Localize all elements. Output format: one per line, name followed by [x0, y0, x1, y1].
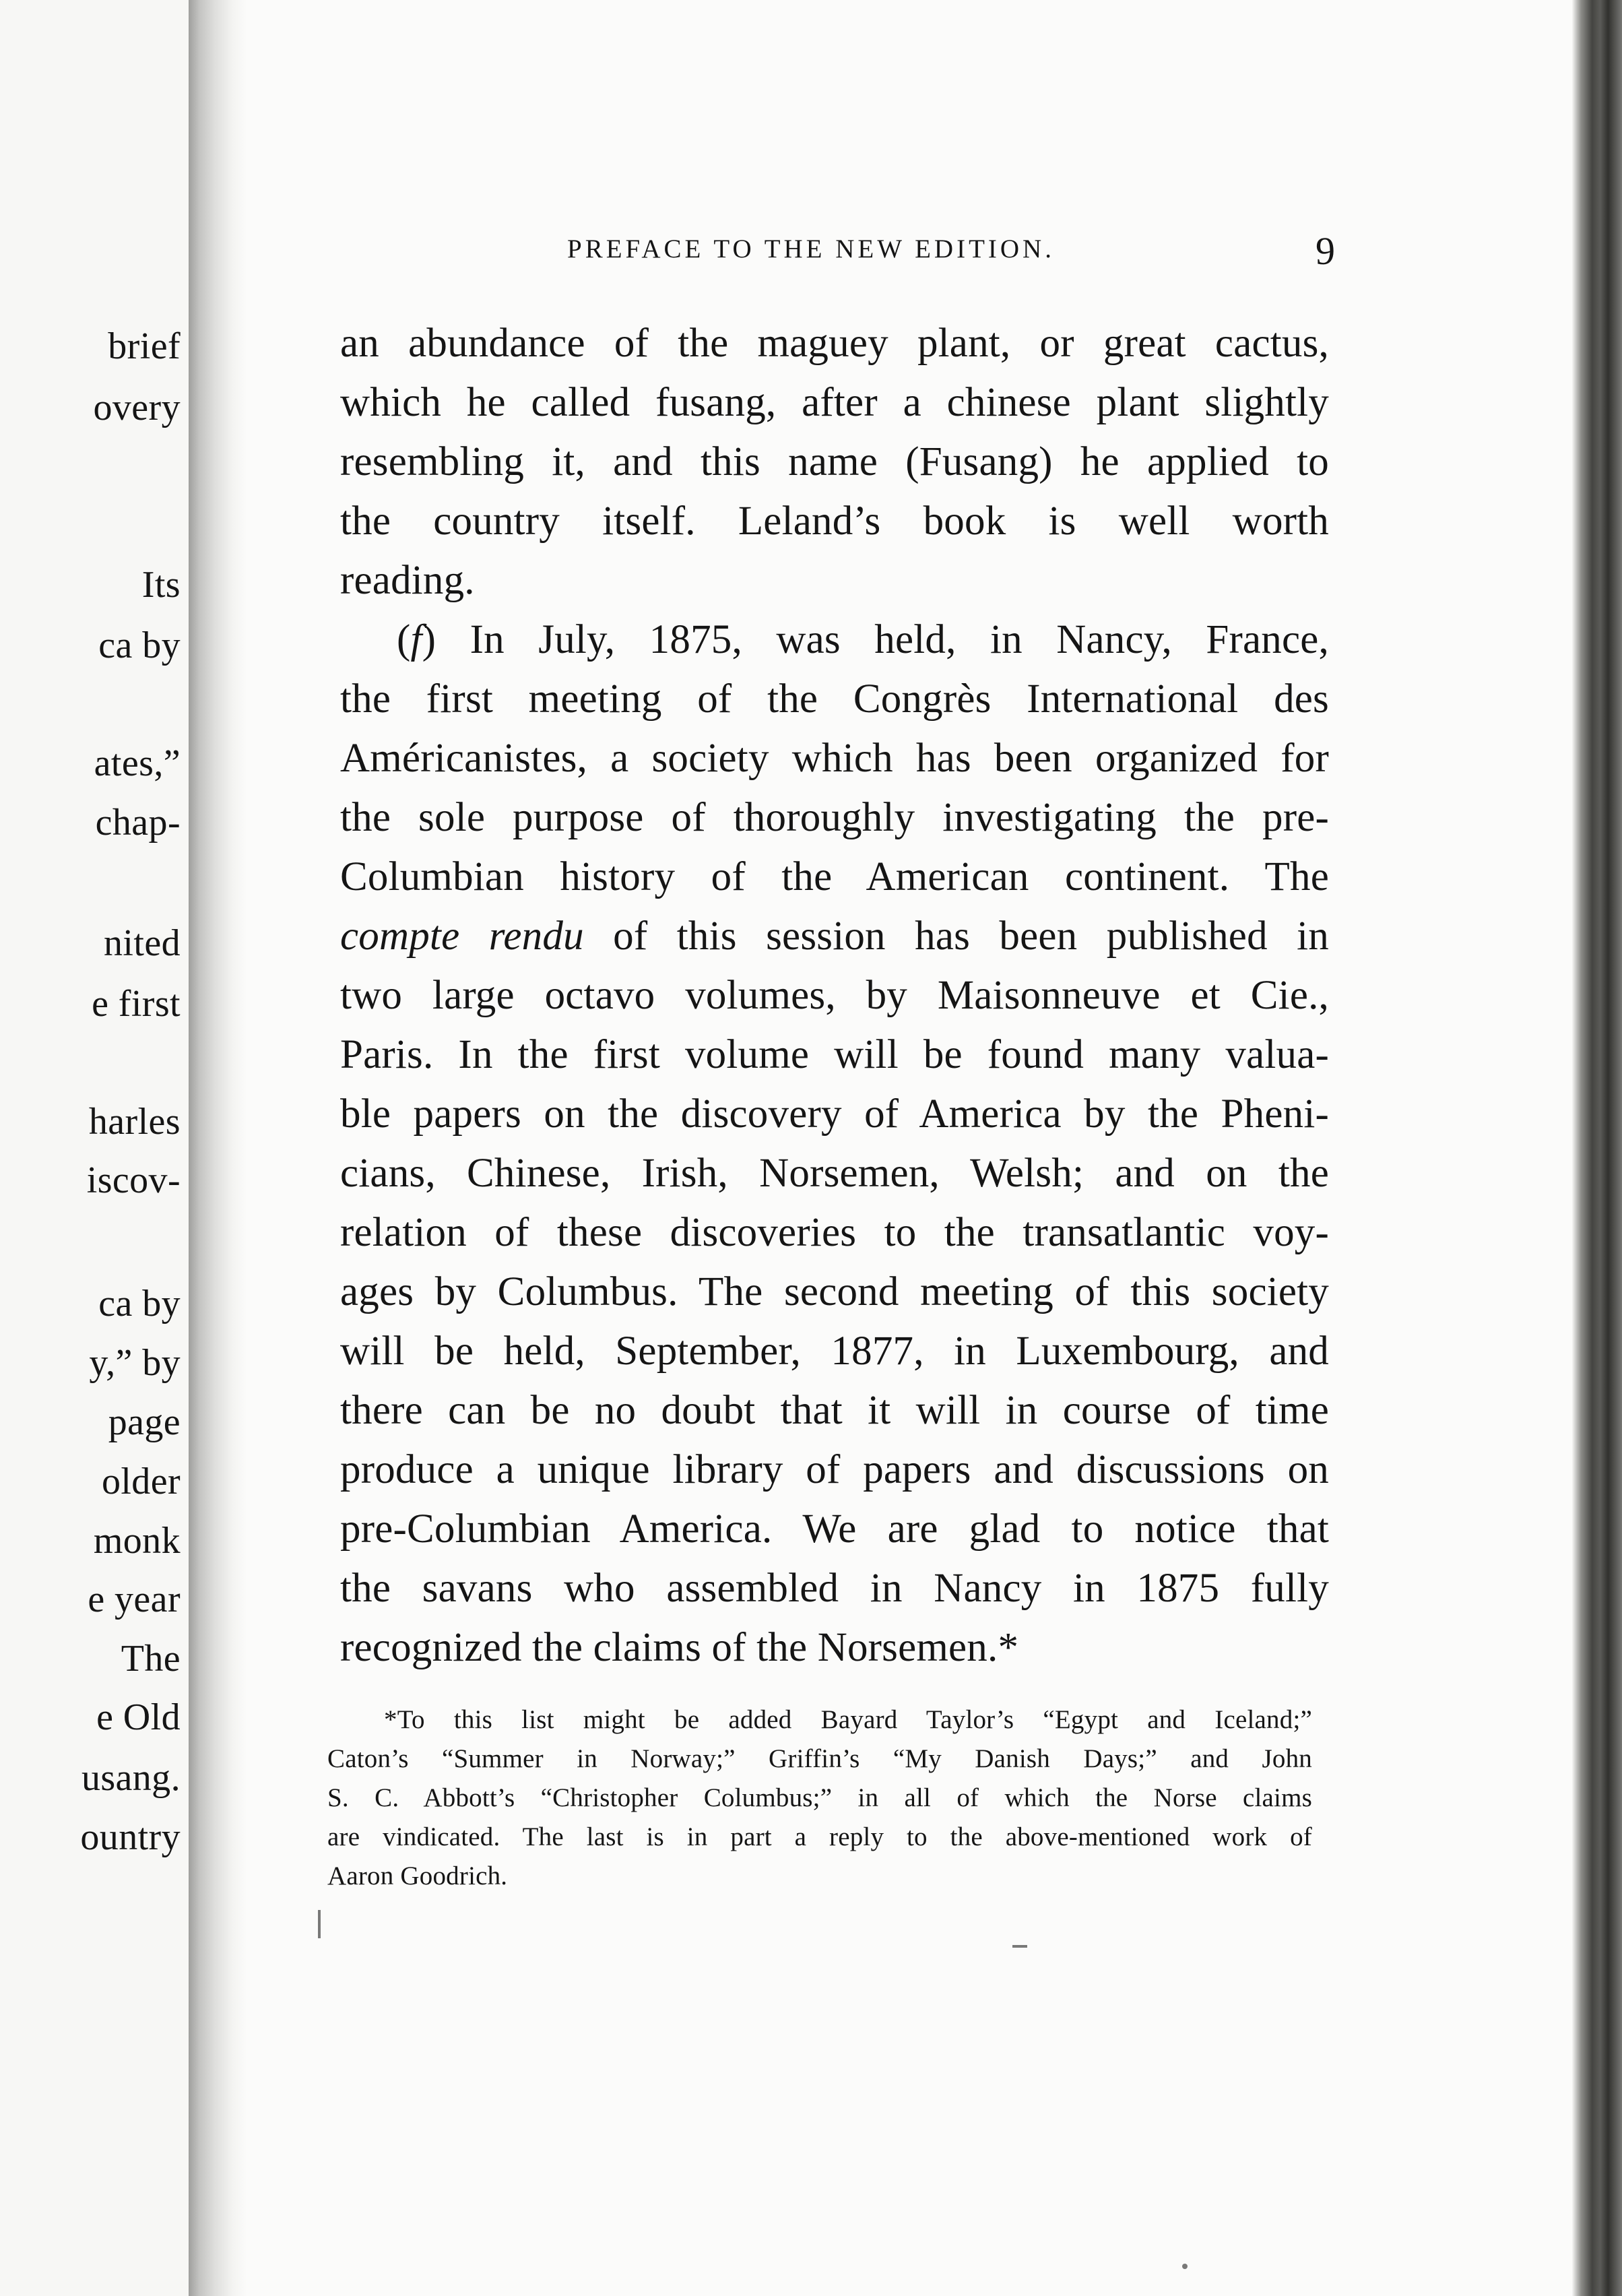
- body-line: reading.: [340, 558, 475, 603]
- footnote-line: are vindicated. The last is in part a reply to the above-mentioned work of: [327, 1822, 1312, 1851]
- main-text-block: [340, 314, 1329, 1678]
- body-line: the savans who assembled in Nancy in 1875 fully: [340, 1566, 1329, 1611]
- body-line: which he called fusang, after a chinese plant slightly: [340, 380, 1329, 425]
- body-line: compte rendu of this session has been published in: [340, 914, 1330, 959]
- body-line: relation of these discoveries to the transatlantic voy-: [340, 1210, 1329, 1255]
- scan-speck: [1012, 1945, 1027, 1948]
- footnote-line: Aaron Goodrich.: [327, 1861, 508, 1890]
- body-line: pre-Columbian America. We are glad to notice that: [340, 1506, 1329, 1552]
- footnote-block: [327, 1700, 1312, 1896]
- body-line: ages by Columbus. The second meeting of this society: [340, 1269, 1329, 1314]
- left-page-line: e Old: [96, 1696, 181, 1738]
- left-page-line: The: [121, 1638, 181, 1680]
- left-page-line: iscov-: [86, 1159, 181, 1201]
- left-page-line: ca by: [98, 1283, 181, 1325]
- page-header: [567, 229, 1335, 281]
- left-page-line: ca by: [98, 625, 181, 666]
- left-page-line: overy: [93, 387, 181, 428]
- page-number: 9: [1316, 229, 1335, 273]
- running-head: PREFACE TO THE NEW EDITION.: [567, 234, 1055, 263]
- left-page-line: ates,”: [94, 742, 181, 784]
- left-page-line: nited: [104, 922, 181, 964]
- body-line: Paris. In the first volume will be found many valua-: [340, 1032, 1329, 1077]
- body-line: Américanistes, a society which has been organized for: [340, 736, 1329, 781]
- left-page-line: page: [108, 1401, 181, 1443]
- scan-speck: [1182, 2264, 1188, 2269]
- left-page-line: e year: [88, 1578, 181, 1620]
- left-page-line: harles: [88, 1101, 181, 1143]
- body-line: the sole purpose of thoroughly investigating the pre-: [340, 795, 1329, 840]
- body-line: two large octavo volumes, by Maisonneuve et Cie.,: [340, 973, 1329, 1018]
- left-page-line: e first: [92, 983, 181, 1025]
- body-line: ble papers on the discovery of America by the Pheni-: [340, 1091, 1329, 1137]
- left-page-line: Its: [141, 564, 181, 606]
- left-page-line: chap-: [95, 802, 181, 843]
- body-line: produce a unique library of papers and discussions on: [340, 1447, 1329, 1492]
- left-page-line: usang.: [81, 1757, 181, 1799]
- scan-speck: [318, 1910, 321, 1938]
- paragraph-f-first-line: (f) In July, 1875, was held, in Nancy, France,: [397, 617, 1329, 662]
- footnote-line: *To this list might be added Bayard Taylor’s “Egypt and Iceland;”: [384, 1705, 1312, 1734]
- footnote-line: Caton’s “Summer in Norway;” Griffin’s “My Danish Days;” and John: [327, 1744, 1312, 1773]
- body-line: the country itself. Leland’s book is well worth: [340, 499, 1329, 544]
- book-gutter-shadow: [189, 0, 247, 2296]
- left-page-line: brief: [108, 325, 181, 367]
- left-page-line: older: [101, 1461, 181, 1502]
- body-line: resembling it, and this name (Fusang) he applied to: [340, 439, 1329, 484]
- body-line: recognized the claims of the Norsemen.*: [340, 1625, 1019, 1670]
- body-line: cians, Chinese, Irish, Norsemen, Welsh; and on the: [340, 1151, 1329, 1196]
- left-page-line: y,” by: [89, 1342, 181, 1384]
- body-line: the first meeting of the Congrès International des: [340, 676, 1329, 722]
- left-page-fragment: [0, 0, 195, 2296]
- left-page-line: ountry: [80, 1816, 181, 1858]
- body-line: will be held, September, 1877, in Luxembourg, and: [340, 1329, 1329, 1374]
- body-line: there can be no doubt that it will in course of time: [340, 1388, 1329, 1433]
- body-line: an abundance of the maguey plant, or great cactus,: [340, 321, 1329, 366]
- body-line: Columbian history of the American continent. The: [340, 854, 1329, 899]
- footnote-line: S. C. Abbott’s “Christopher Columbus;” in all of which the Norse claims: [327, 1783, 1312, 1812]
- left-page-line: monk: [93, 1520, 181, 1562]
- page-edge-shadow: [1572, 0, 1622, 2296]
